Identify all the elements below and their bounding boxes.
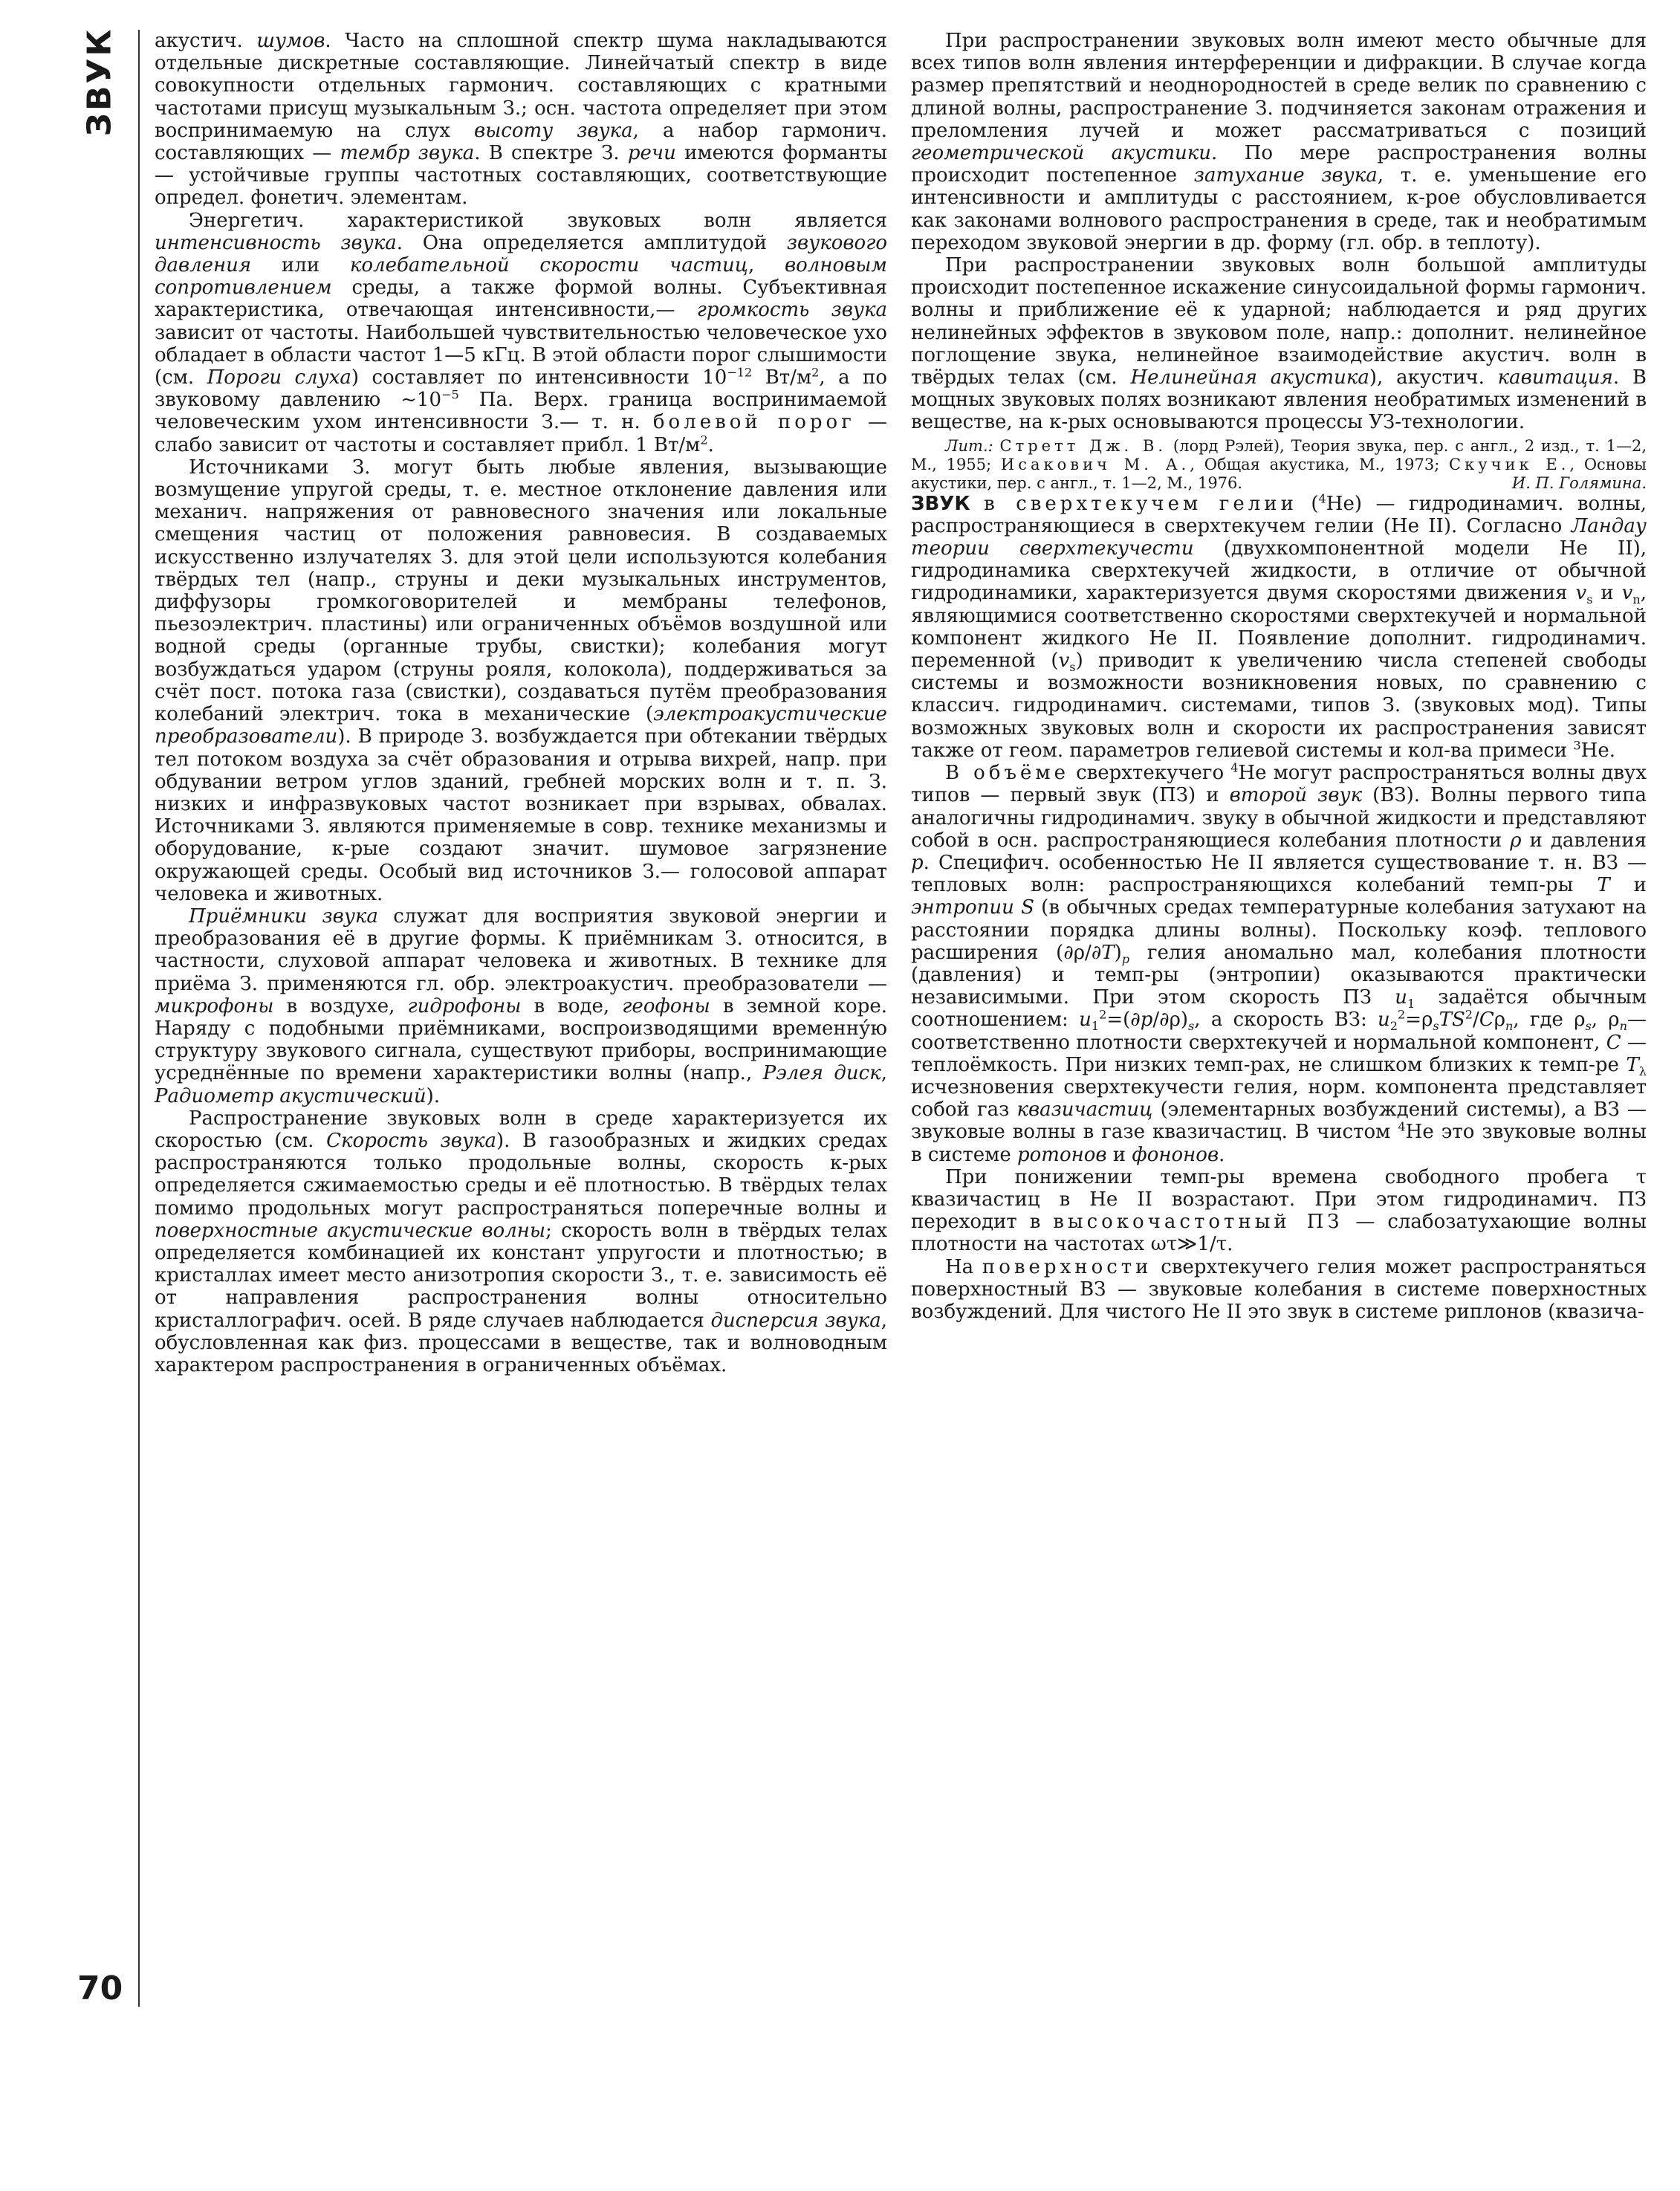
term-link: Приёмники звука [189, 904, 378, 928]
paragraph: акустич. шумов. Часто на сплошной спектр шума накладываются отдельные дискретные составляющие. Линейчатый спектр в виде совокупности отдельных гармонич. составляющих с кратными частотами присущ музыкальным З.; осн. частота определяет при этом воспринимаемую на слух высоту звука, а набор гармонич. составляющих — тембр звука. В спектре З. речи имеются форманты — устойчивые группы частотных составляющих, соответствующие определ. фонетич. элементам. [155, 30, 888, 210]
term-link: Нелинейная акустика [1130, 366, 1369, 389]
term-link: гидрофоны [407, 994, 522, 1017]
term-link: ротонов [1017, 1143, 1107, 1166]
paragraph: При распространении звуковых волн большой амплитуды происходит постепенное искажение синусоидальной формы гармонич. волны и приближение её к ударной; наблюдается и ряд других нелинейных эффектов в звуковом поле, напр.: дополнит. нелинейное поглощение звука, нелинейное взаимодействие акустич. волн в твёрдых телах (см. Нелинейная акустика), акустич. кавитация. В мощных звуковых полях возникают явления необратимых изменений в веществе, на к-рых основываются процессы УЗ-технологии. [911, 254, 1647, 434]
term-link: интенсивность звука [155, 231, 397, 254]
term-link: Ландау теории сверхтекучести [911, 514, 1647, 560]
paragraph: На поверхности сверхтекучего гелия может распространяться поверхностный ВЗ — звуковые колебания в системе поверхностных возбуждений. Для чистого He II это звук в системе риплонов (квазича- [911, 1255, 1647, 1323]
left-column [155, 30, 887, 1376]
paragraph: В объёме сверхтекучего $^4$He могут распространяться волны двух типов — первый звук (ПЗ) и второй звук (ВЗ). Волны первого типа аналогичны гидродинамич. звуку в обычной жидкости и представляют собой в осн. распространяющиеся колебания плотности ρ и давления p. Специфич. особенностью He II является существование т. н. ВЗ — тепловых волн: распространяющихся колебаний темп-ры T и энтропии S (в обычных средах температурные колебания затухают на расстоянии порядка длины волны). Поскольку коэф. теплового расширения $(\partial\rho/\partial T)_p$ гелия аномально мал, колебания плотности (давления) и темп-ры (энтропии) оказываются практически независимыми. При этом скорость ПЗ $u_1$ задаётся обычным соотношением: $u_1^2=(\partial p/\partial\rho)_s$, а скорость ВЗ: $u_2^2=\rho_sTS^2/C\rho_n$, где $\rho_s$, $\rho_n—соответственно$ плотности сверхтекучей и нормальной компонент, C — теплоёмкость. При низких темп-рах, не слишком близких к темп-ре $T_\lambda$ исчезновения сверхтекучести гелия, норм. компонента представляет собой газ квазичастиц (элементарных возбуждений системы), а ВЗ — звуковые волны в газе квазичастиц. В чистом $^4$He это звуковые волны в системе ротонов и фононов. [911, 760, 1647, 1166]
term-link: кавитация [1497, 366, 1613, 389]
term-link: геометрической акустики [911, 142, 1211, 165]
term-link: геофоны [622, 994, 710, 1017]
term-link: дисперсия звука [710, 1309, 881, 1332]
term-link: шумов [256, 30, 325, 52]
term-link: волновым сопротивлением [155, 254, 887, 300]
term-link: колебательной скорости частиц [349, 254, 748, 277]
spaced-term: болевой порог [652, 411, 855, 434]
term-link: квазичастиц [1016, 1098, 1153, 1122]
term-link: Скорость звука [326, 1129, 497, 1152]
paragraph: Распространение звуковых волн в среде характеризуется их скоростью (см. Скорость звука). В газообразных и жидких средах распространяются только продольные волны, скорость к-рых определяется сжимаемостью среды и её плотностью. В твёрдых телах помимо продольных могут распространяться поперечные волны и поверхностные акустические волны; скорость волн в твёрдых телах определяется комбинацией их констант упругости и плотностью; в кристаллах имеет место анизотропия скорости З., т. е. зависимость её от направления распространения волны относительно кристаллографич. осей. В ряде случаев наблюдается дисперсия звука, обусловленная как физ. процессами в веществе, так и волноводным характером распространения в ограниченных объёмах. [155, 1107, 888, 1376]
article-author: И. П. Голямина. [1511, 473, 1647, 492]
paragraph: Источниками З. могут быть любые явления, вызывающие возмущение упругой среды, т. е. местное отклонение давления или механич. напряжения от равновесного значения или локальные смещения частиц от положения равновесия. В создаваемых искусственно излучателях З. для этой цели используются колебания твёрдых тел (напр., струны и деки музыкальных инструментов, диффузоры громкоговорителей и мембраны телефонов, пьезоэлектрич. пластины) или ограниченных объёмов воздушной или водной среды (органные трубы, свистки); колебания могут возбуждаться ударом (струны рояля, колокола), поддерживаться за счёт пост. потока газа (свистки), создаваться путём преобразования колебаний электрич. тока в механические (электроакустические преобразователи). В природе З. возбуждается при обтекании твёрдых тел потоком воздуха за счёт образования и отрыва вихрей, напр. при обдувании ветром углов зданий, гребней морских волн и т. п. З. низких и инфразвуковых частот возникает при взрывах, обвалах. Источниками З. являются применяемые в совр. технике механизмы и оборудование, к-рые создают значит. шумовое загрязнение окружающей среды. Особый вид источников З.— голосовой аппарат человека и животных. [155, 456, 887, 905]
term-link: громкость звука [696, 299, 888, 322]
margin-rule [138, 30, 140, 2007]
paragraph: Приёмники звука служат для восприятия звуковой энергии и преобразования её в другие формы. К приёмникам З. относится, в частности, слуховой аппарат человека и животных. В технике для приёма З. применяются гл. обр. электроакустич. преобразователи — микрофоны в воздухе, гидрофоны в воде, геофоны в земной коре. Наряду с подобными приёмниками, воспроизводящими временну́ю структуру звукового сигнала, существуют приборы, воспринимающие усреднённые по времени характеристики волны (напр., Рэлея диск, Радиометр акустический). [155, 904, 888, 1107]
term-link: затухание звука [1193, 164, 1378, 187]
term-link: фононов [1132, 1143, 1219, 1166]
spaced-term: поверхности [982, 1255, 1152, 1278]
headword: ЗВУК [911, 492, 970, 515]
paragraph: Энергетич. характеристикой звуковых волн является интенсивность звука. Она определяется амплитудой звукового давления или колебательной скорости частиц, волновым сопротивлением среды, а также формой волны. Субъективная характеристика, отвечающая интенсивности,— громкость звука зависит от частоты. Наибольшей чувствительностью человеческое ухо обладает в области частот 1—5 кГц. В этой области порог слышимости (см. Пороги слуха) составляет по интенсивности $10^{-12}$ $Вт/м^2$, а по звуковому давлению $\sim 10^{-5}$ Па. Верх. граница воспринимаемой человеческим ухом интенсивности З.— т. н. болевой порог — слабо зависит от частоты и составляет прибл. 1 $Вт/м^2$. [155, 209, 888, 456]
term-link: электроакустические преобразователи [155, 703, 887, 748]
term-link: высоту звука [473, 119, 633, 142]
page-number: 70 [77, 1970, 123, 2007]
term-link: звукового давления [155, 231, 887, 277]
term-link: поверхностные акустические волны [155, 1219, 546, 1242]
term-link: микрофоны [155, 994, 274, 1017]
paragraph: При распространении звуковых волн имеют место обычные для всех типов волн явления интерференции и дифракции. В случае когда размер препятствий и неоднородностей в среде велик по сравнению с длиной волны, распространение З. подчиняется законам отражения и преломления лучей и может рассматриваться с позиций геометрической акустики. По мере распространения волны происходит постепенное затухание звука, т. е. уменьшение его интенсивности и амплитуды с расстоянием, к-рое обусловливается как законами волнового распространения в среде, так и необратимым переходом звуковой энергии в др. форму (гл. обр. в теплоту). [911, 30, 1647, 254]
running-head: ЗВУК [80, 27, 119, 137]
term-link: речи [627, 142, 676, 165]
term-link: Рэлея диск [762, 1062, 881, 1085]
term-link: тембр звука [340, 142, 475, 165]
spaced-term: В объёме [945, 762, 1070, 785]
term-link: Пороги слуха [207, 366, 351, 389]
term-link: Радиометр акустический [155, 1084, 427, 1107]
paragraph: При понижении темп-ры времена свободного пробега τ квазичастиц в He II возрастают. При этом гидродинамич. ПЗ переходит в высокочастотный ПЗ — слабозатухающие волны плотности на частотах ωτ≫1/τ. [911, 1165, 1647, 1256]
article-entry: ЗВУК в сверхтекучем гелии ($^4$He) — гидродинамич. волны, распространяющиеся в сверхтекучем гелии (He II). Согласно Ландау теории сверхтекучести (двухкомпонентной модели He II), гидродинамика сверхтекучей жидкости, в отличие от обычной гидродинамики, характеризуется двумя скоростями движения $v_s$ и $v_n$, являющимися соответственно скоростями сверхтекучей и нормальной компонент жидкого He II. Появление дополнит. гидродинамич. переменной $(v_s)$ приводит к увеличению числа степеней свободы системы и возможности возникновения новых, по сравнению с классич. гидродинамич. системами, типов З. (звуковых мод). Типы возможных звуковых волн и скорости их распространения зависят также от геом. параметров гелиевой системы и кол-ва примеси $^3$He. [911, 491, 1647, 762]
literature-references: Лит.: Стретт Дж. В. (лорд Рэлей), Теория звука, пер. с англ., 2 изд., т. 1—2, М., 1955; Исакович М. А., Общая акустика, М., 1973; Скучик Е., Основы акустики, пер. с англ., т. 1—2, М., 1976. И. П. Голямина. [911, 436, 1647, 492]
spaced-term: высокочастотный ПЗ [1053, 1211, 1343, 1234]
right-column [911, 30, 1647, 1323]
term-link: энтропии [911, 896, 1014, 919]
term-link: второй звук [1229, 784, 1363, 807]
